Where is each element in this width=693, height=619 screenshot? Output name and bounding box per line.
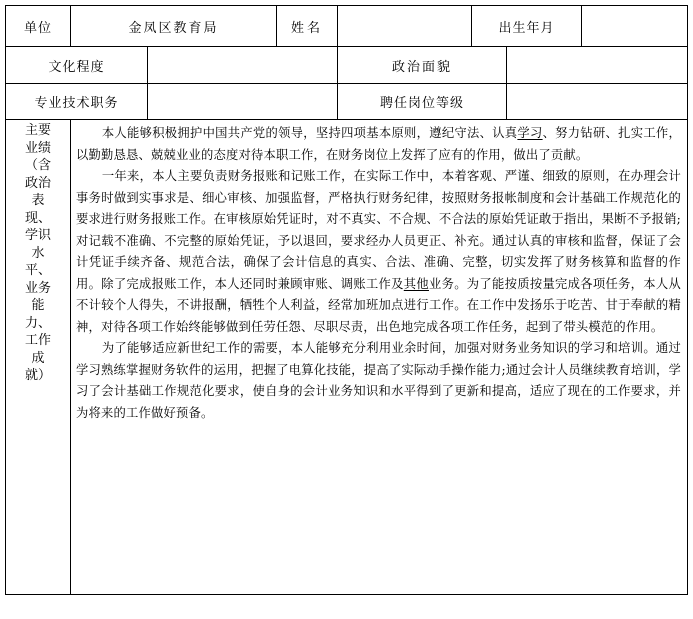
politics-label: 政治面貌: [391, 59, 452, 75]
side-label-line: 成: [31, 350, 45, 366]
body-paragraph-1: 本人能够积极拥护中国共产党的领导，坚持四项基本原则，遵纪守法、认真学习、努力钻研、扎实工作，以勤勤恳恳、兢兢业业的态度对待本职工作，在财务岗位上发挥了应有的作用，做出了贡献。: [76, 126, 681, 162]
side-label-line: 就）: [24, 368, 51, 383]
personnel-form-table: [5, 5, 688, 595]
name-label: 姓名: [290, 20, 323, 36]
achievements-side-label: [6, 120, 70, 385]
name-value[interactable]: [338, 6, 471, 46]
row-divider-3: [6, 119, 687, 120]
side-label-line: 学识: [24, 228, 51, 243]
achievements-body[interactable]: [76, 123, 681, 424]
side-label-line: 业务: [24, 280, 51, 296]
education-value[interactable]: [148, 47, 337, 83]
side-label-line: 工作: [24, 333, 51, 348]
title-label: 专业技术职务: [34, 96, 119, 111]
unit-label: 单位: [23, 20, 52, 36]
side-label-line: 主要: [24, 123, 51, 138]
col-divider: [70, 119, 71, 594]
birth-value[interactable]: [582, 6, 687, 46]
grade-value[interactable]: [507, 84, 687, 119]
education-label: 文化程度: [48, 59, 105, 75]
side-label-line: 现、: [24, 210, 51, 226]
side-label-line: 平、: [24, 263, 51, 278]
side-label-line: 业绩: [24, 140, 51, 156]
unit-value[interactable]: 金凤区教育局: [128, 20, 219, 36]
body-paragraph-2: 一年来，本人主要负责财务报账和记账工作，在实际工作中，本着客观、严谨、细致的原则，在办理会计事务时做到实事求是、细心审核、加强监督，严格执行财务纪律，按照财务报帐制度和会计基础工作规范化的要求进行财务报账工作。在审核原始凭证时，对不真实、不合规、不合法的原始凭证敢于指出，果断不予报销;对记载不准确、不完整的原始凭证，予以退回，要求经办人员更正、补充。通过认真的审核和监督，保证了会计凭证手续齐备、规范合法，确保了会计信息的真实、合法、准确、完整，切实发挥了财务核算和监督的作用。除了完成报账工作，本人还同时兼顾审账、调账工作及其他业务。为了能按质按量完成各项任务，本人从不计较个人得失，不讲报酬，牺牲个人利益，经常加班加点进行工作。在工作中发扬乐于吃苦、甘于奉献的精神，对待各项工作始终能够做到任劳任怨、尽职尽责，出色地完成各项工作任务，起到了带头模范的作用。: [76, 169, 681, 334]
side-label-line: 政治: [24, 175, 51, 191]
politics-value[interactable]: [507, 47, 687, 83]
body-paragraph-3: 为了能够适应新世纪工作的需要，本人能够充分利用业余时间，加强对财务业务知识的学习和培训。通过学习熟练掌握财务软件的运用，把握了电算化技能，提高了实际动手操作能力;通过会计人员继续教育培训，学习了会计基础工作规范化要求，使自身的会计业务知识和水平得到了更新和提高，适应了现在的工作要求，并为将来的工作做好预备。: [76, 341, 681, 420]
birth-label: 出生年月: [498, 20, 555, 36]
grade-label: 聘任岗位等级: [379, 96, 464, 111]
title-value[interactable]: [148, 84, 337, 119]
side-label-line: 水: [31, 245, 45, 261]
side-label-line: 能: [31, 298, 45, 313]
side-label-line: 力、: [24, 315, 51, 331]
side-label-line: （含: [24, 158, 51, 173]
side-label-line: 表: [31, 193, 45, 208]
